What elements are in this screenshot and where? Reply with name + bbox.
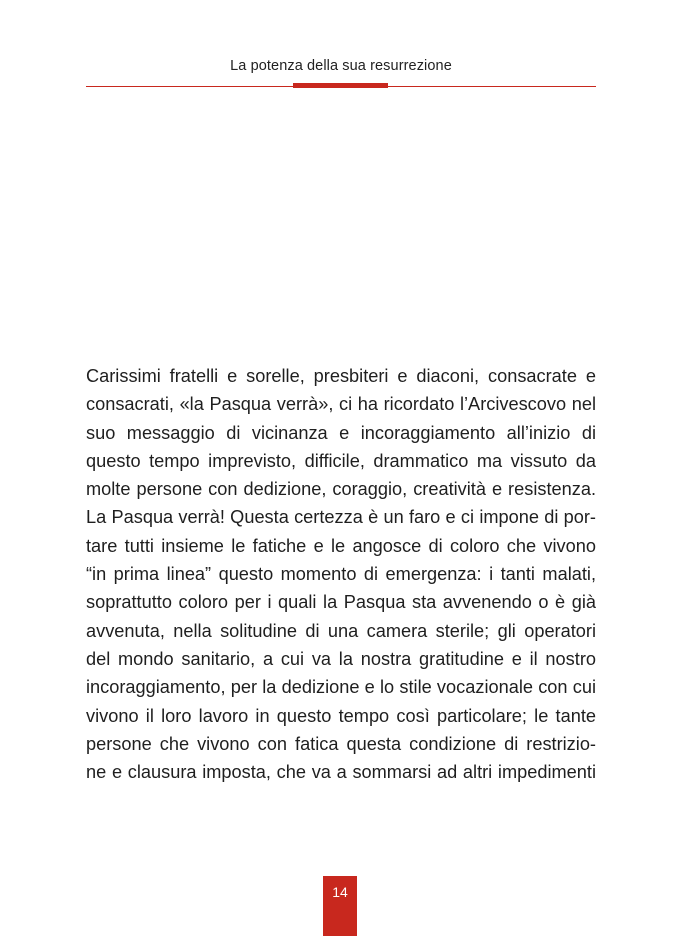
page-number: 14 xyxy=(332,884,348,900)
text-line: incoraggiamento, per la dedizione e lo stile vocazionale con cui xyxy=(86,677,596,698)
text-line: ne e clausura imposta, che va a sommarsi ad altri impedimenti xyxy=(86,762,596,783)
body-text xyxy=(86,362,596,786)
page-number-box xyxy=(323,876,357,936)
text-line: del mondo sanitario, a cui va la nostra gratitudine e il nostro xyxy=(86,648,596,669)
text-line: La Pasqua verrà! Questa certezza è un faro e ci impone di por- xyxy=(86,507,596,528)
text-line: molte persone con dedizione, coraggio, creatività e resistenza. xyxy=(86,479,596,500)
text-line: “in prima linea” questo momento di emergenza: i tanti malati, xyxy=(86,564,596,585)
text-line: avvenuta, nella solitudine di una camera sterile; gli operatori xyxy=(86,620,596,641)
text-line: Carissimi fratelli e sorelle, presbiteri e diaconi, consacrate e xyxy=(86,366,596,386)
text-line: questo tempo imprevisto, difficile, drammatico ma vissuto da xyxy=(86,450,596,471)
running-header: La potenza della sua resurrezione xyxy=(230,58,452,74)
header-accent-bar xyxy=(293,83,388,88)
text-line: vivono il loro lavoro in questo tempo così particolare; le tante xyxy=(86,705,596,726)
text-line: consacrati, «la Pasqua verrà», ci ha ricordato l’Arcivescovo nel xyxy=(86,394,596,415)
text-line: tare tutti insieme le fatiche e le angosce di coloro che vivono xyxy=(86,535,596,556)
text-line: suo messaggio di vicinanza e incoraggiamento all’inizio di xyxy=(86,422,596,443)
text-line: soprattutto coloro per i quali la Pasqua sta avvenendo o è già xyxy=(86,592,596,613)
text-line: persone che vivono con fatica questa condizione di restrizio- xyxy=(86,733,596,754)
